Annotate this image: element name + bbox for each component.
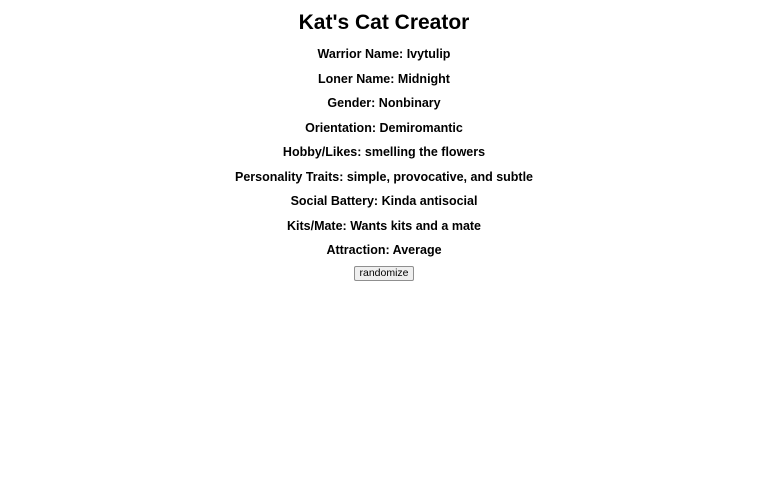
cat-attributes xyxy=(0,42,768,263)
field-label: Hobby/Likes: xyxy=(282,145,365,159)
warrior-name xyxy=(0,42,768,67)
field-value: Nonbinary xyxy=(378,96,441,110)
field-value: Average xyxy=(392,243,442,257)
field-label: Attraction: xyxy=(326,243,393,257)
field-label: Personality Traits: xyxy=(234,169,347,184)
social-battery xyxy=(0,189,768,214)
randomize-button[interactable]: randomize xyxy=(354,266,413,281)
field-value: Midnight xyxy=(397,71,450,86)
field-value: simple, provocative, and subtle xyxy=(346,169,534,184)
field-value: Wants kits and a mate xyxy=(350,218,482,233)
field-label: Social Battery: xyxy=(290,194,382,208)
kits-mate xyxy=(0,214,768,239)
gender xyxy=(0,91,768,116)
field-value: Ivytulip xyxy=(406,47,451,61)
field-label: Kits/Mate: xyxy=(286,218,351,233)
button-row xyxy=(0,263,768,281)
field-label: Loner Name: xyxy=(318,71,398,86)
field-value: Demiromantic xyxy=(379,120,463,135)
attraction xyxy=(0,238,768,263)
field-label: Warrior Name: xyxy=(317,47,407,61)
page-title: Kat's Cat Creator xyxy=(298,11,470,34)
field-value: smelling the flowers xyxy=(364,145,486,159)
hobby-likes xyxy=(0,140,768,165)
personality-traits xyxy=(0,165,768,190)
field-label: Orientation: xyxy=(305,120,380,135)
field-value: Kinda antisocial xyxy=(381,194,478,208)
field-label: Gender: xyxy=(327,96,379,110)
loner-name xyxy=(0,67,768,92)
orientation xyxy=(0,116,768,141)
